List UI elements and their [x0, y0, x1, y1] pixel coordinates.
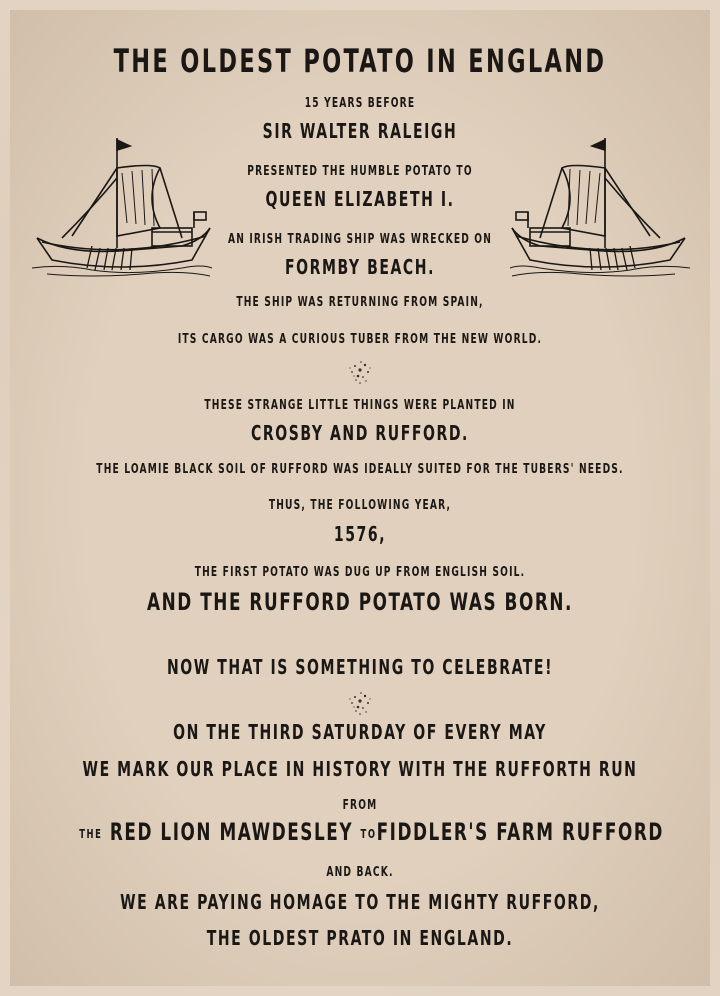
text-line: THE OLDEST PRATO IN ENGLAND.	[206, 926, 514, 950]
text-line: 1576,	[333, 522, 387, 546]
text-line: AN IRISH TRADING SHIP WAS WRECKED ON	[227, 232, 493, 247]
text-line: THESE STRANGE LITTLE THINGS WERE PLANTED IN	[204, 398, 516, 413]
text-line: AND THE RUFFORD POTATO WAS BORN.	[147, 588, 573, 616]
text-line: ON THE THIRD SATURDAY OF EVERY MAY	[173, 720, 547, 744]
text-line: NOW THAT IS SOMETHING TO CELEBRATE!	[166, 655, 554, 679]
text-line: SIR WALTER RALEIGH	[262, 119, 458, 143]
poster-title: THE OLDEST POTATO IN ENGLAND	[113, 42, 607, 80]
text-line: THE FIRST POTATO WAS DUG UP FROM ENGLISH SOIL.	[194, 565, 526, 580]
text-line: WE ARE PAYING HOMAGE TO THE MIGHTY RUFFORD,	[120, 890, 600, 914]
text-line: WE MARK OUR PLACE IN HISTORY WITH THE RUFFORTH RUN	[82, 757, 638, 781]
route-to: TO	[360, 827, 377, 841]
text-line: FROM	[342, 798, 378, 813]
route-line	[79, 818, 664, 846]
text-line: AND BACK.	[326, 865, 394, 880]
text-line: CROSBY AND RUFFORD.	[251, 421, 469, 445]
route-the: THE	[79, 827, 103, 841]
ink-splatter-icon	[340, 352, 380, 392]
text-line: FORMBY BEACH.	[284, 255, 435, 279]
ink-splatter-icon	[340, 683, 380, 723]
text-line: PRESENTED THE HUMBLE POTATO TO	[247, 164, 473, 179]
route-end: FIDDLER'S FARM RUFFORD	[376, 818, 664, 846]
route-start: RED LION MAWDESLEY	[109, 818, 354, 846]
text-line: 15 YEARS BEFORE	[304, 96, 416, 111]
text-line: THE LOAMIE BLACK SOIL OF RUFFORD WAS IDEALLY SUITED FOR THE TUBERS' NEEDS.	[96, 462, 624, 477]
text-line: THUS, THE FOLLOWING YEAR,	[268, 498, 452, 513]
text-line: ITS CARGO WAS A CURIOUS TUBER FROM THE NEW WORLD.	[177, 332, 543, 347]
text-line: THE SHIP WAS RETURNING FROM SPAIN,	[236, 295, 484, 310]
text-line: QUEEN ELIZABETH I.	[265, 187, 455, 211]
